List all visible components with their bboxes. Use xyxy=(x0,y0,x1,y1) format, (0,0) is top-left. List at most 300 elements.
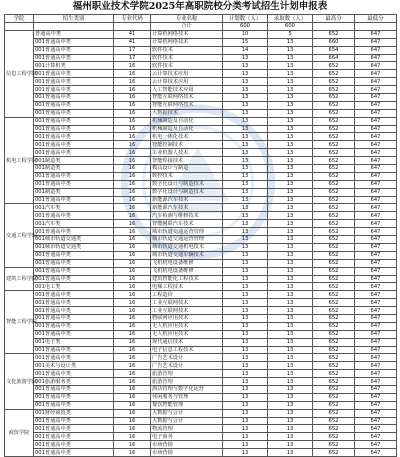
category-cell: 001普通高中类 xyxy=(34,449,114,457)
header-admitted: 录取数（人） xyxy=(268,15,313,23)
category-cell: 001普通高中类 xyxy=(34,54,114,62)
max-score-cell: 652 xyxy=(313,346,355,354)
category-cell: 001电工类 xyxy=(34,283,114,291)
category-cell: 001普通高中类 xyxy=(34,330,114,338)
category-cell: 001电子类 xyxy=(34,338,114,346)
plan-cell: 13 xyxy=(223,172,268,180)
major-cell: 无人机应用技术 xyxy=(151,322,223,330)
table-row xyxy=(5,401,397,409)
admitted-cell: 13 xyxy=(268,322,313,330)
major-cell: 智能网联汽车技术 xyxy=(151,220,223,228)
total-admitted: 600 xyxy=(268,23,313,31)
major-cell: 广告艺术设计 xyxy=(151,354,223,362)
category-cell: 001普通高中类 xyxy=(34,38,114,46)
category-cell: 001普通高中类 xyxy=(34,180,114,188)
code-cell: 16 xyxy=(114,385,151,393)
min-score-cell: 647 xyxy=(355,196,397,204)
plan-cell: 15 xyxy=(223,38,268,46)
category-cell: 001普通高中类 xyxy=(34,346,114,354)
category-cell: 001普通高中类 xyxy=(34,251,114,259)
category-cell: 001普通高中类 xyxy=(34,259,114,267)
category-cell: 001普通高中类 xyxy=(34,417,114,425)
table-row xyxy=(5,220,397,228)
table-row xyxy=(5,346,397,354)
table-row xyxy=(5,101,397,109)
plan-cell: 13 xyxy=(223,188,268,196)
admitted-cell: 13 xyxy=(268,196,313,204)
category-cell: 001普通高中类 xyxy=(34,401,114,409)
table-row xyxy=(5,299,397,307)
admitted-cell: 13 xyxy=(268,94,313,102)
table-row xyxy=(5,251,397,259)
min-score-cell: 647 xyxy=(355,78,397,86)
code-cell: 16 xyxy=(114,172,151,180)
max-score-cell: 652 xyxy=(313,409,355,417)
max-score-cell: 652 xyxy=(313,393,355,401)
min-score-cell: 647 xyxy=(355,346,397,354)
major-cell: 工程造价 xyxy=(151,291,223,299)
major-cell: 餐饮智能管理 xyxy=(151,401,223,409)
max-score-cell: 652 xyxy=(313,86,355,94)
major-cell: 酒店管理与数字化运营 xyxy=(151,385,223,393)
table-row xyxy=(5,338,397,346)
plan-cell: 13 xyxy=(223,441,268,449)
admitted-cell: 13 xyxy=(268,370,313,378)
table-row xyxy=(5,228,397,236)
code-cell: 16 xyxy=(114,228,151,236)
admitted-cell: 13 xyxy=(268,433,313,441)
category-cell: 001普通高中类 xyxy=(34,172,114,180)
admitted-cell: 13 xyxy=(268,180,313,188)
table-row xyxy=(5,433,397,441)
admitted-cell: 13 xyxy=(268,70,313,78)
major-cell: 机械制造及自动化 xyxy=(151,125,223,133)
table-row xyxy=(5,30,397,38)
major-cell: 休闲服务与管理 xyxy=(151,393,223,401)
category-cell: 001普通高中类 xyxy=(34,433,114,441)
min-score-cell: 647 xyxy=(355,354,397,362)
table-row xyxy=(5,125,397,133)
category-cell: 001普通高中类 xyxy=(34,370,114,378)
major-cell: 模具设计与制造 xyxy=(151,165,223,173)
category-cell: 001普通高中类 xyxy=(34,441,114,449)
table-row xyxy=(5,165,397,173)
plan-cell: 13 xyxy=(223,409,268,417)
admitted-cell: 13 xyxy=(268,338,313,346)
admitted-cell: 13 xyxy=(268,46,313,54)
max-score-cell: 652 xyxy=(313,425,355,433)
admitted-cell: 13 xyxy=(268,188,313,196)
table-row xyxy=(5,243,397,251)
max-score-cell: 652 xyxy=(313,283,355,291)
min-score-cell: 647 xyxy=(355,188,397,196)
code-cell: 16 xyxy=(114,70,151,78)
min-score-cell: 647 xyxy=(355,86,397,94)
code-cell: 16 xyxy=(114,133,151,141)
table-row xyxy=(5,172,397,180)
category-cell: 001普通高中类 xyxy=(34,291,114,299)
plan-cell: 13 xyxy=(223,94,268,102)
max-score-cell: 652 xyxy=(313,259,355,267)
admitted-cell: 13 xyxy=(268,117,313,125)
code-cell: 16 xyxy=(114,433,151,441)
max-score-cell: 652 xyxy=(313,220,355,228)
plan-cell: 13 xyxy=(223,70,268,78)
category-cell: 001普通高中类 xyxy=(34,94,114,102)
plan-cell: 13 xyxy=(223,291,268,299)
min-score-cell: 647 xyxy=(355,165,397,173)
category-cell: 001普通高中类 xyxy=(34,78,114,86)
major-cell: 新能源汽车技术 xyxy=(151,204,223,212)
max-score-cell: 652 xyxy=(313,433,355,441)
code-cell: 16 xyxy=(114,259,151,267)
admitted-cell: 5 xyxy=(268,30,313,38)
major-cell: 城市轨道交通运营管理 xyxy=(151,236,223,244)
major-cell: 大数据技术 xyxy=(151,109,223,117)
code-cell: 16 xyxy=(114,409,151,417)
table-row xyxy=(5,157,397,165)
header-min-score: 最低分 xyxy=(355,15,397,23)
total-plan: 600 xyxy=(223,23,268,31)
header-code: 专业代码 xyxy=(114,15,151,23)
major-cell: 智能互联网络技术 xyxy=(151,101,223,109)
table-row xyxy=(5,275,397,283)
admitted-cell: 13 xyxy=(268,385,313,393)
min-score-cell: 647 xyxy=(355,109,397,117)
major-cell: 数字化设计与制造技术 xyxy=(151,180,223,188)
plan-cell: 13 xyxy=(223,133,268,141)
table-body xyxy=(5,23,397,457)
max-score-cell: 654 xyxy=(313,46,355,54)
table-row xyxy=(5,46,397,54)
max-score-cell: 652 xyxy=(313,101,355,109)
admitted-cell: 13 xyxy=(268,346,313,354)
admitted-cell: 13 xyxy=(268,362,313,370)
major-cell: 计算机网络技术 xyxy=(151,30,223,38)
code-cell: 16 xyxy=(114,441,151,449)
table-header-row xyxy=(5,15,397,23)
category-cell: 001普通高中类 xyxy=(34,228,114,236)
admitted-cell: 13 xyxy=(268,125,313,133)
admitted-cell: 13 xyxy=(268,212,313,220)
min-score-cell: 647 xyxy=(355,417,397,425)
category-cell: 普通高中类 xyxy=(34,30,114,38)
plan-cell: 13 xyxy=(223,196,268,204)
max-score-cell: 652 xyxy=(313,299,355,307)
plan-cell: 13 xyxy=(223,267,268,275)
plan-cell: 13 xyxy=(223,165,268,173)
admitted-cell: 13 xyxy=(268,441,313,449)
category-cell: 001汽车类 xyxy=(34,204,114,212)
table-row xyxy=(5,78,397,86)
plan-cell: 13 xyxy=(223,338,268,346)
major-cell: 物联网应用技术 xyxy=(151,314,223,322)
admitted-cell: 13 xyxy=(268,133,313,141)
category-cell: 001制造类 xyxy=(34,165,114,173)
admitted-cell: 13 xyxy=(268,393,313,401)
code-cell: 16 xyxy=(114,157,151,165)
total-cell-empty xyxy=(313,23,355,31)
plan-cell: 13 xyxy=(223,251,268,259)
college-cell: 文化旅游学院 xyxy=(5,354,34,409)
category-cell: 001普通高中类 xyxy=(34,196,114,204)
min-score-cell: 647 xyxy=(355,322,397,330)
code-cell: 16 xyxy=(114,141,151,149)
major-cell: 飞机机电设备维修 xyxy=(151,259,223,267)
major-cell: 机电一体化技术 xyxy=(151,133,223,141)
table-row xyxy=(5,425,397,433)
table-row xyxy=(5,259,397,267)
code-cell: 16 xyxy=(114,109,151,117)
table-row xyxy=(5,370,397,378)
category-cell: 001普通高中类 xyxy=(34,117,114,125)
category-cell: 001普通高中类 xyxy=(34,314,114,322)
min-score-cell: 647 xyxy=(355,314,397,322)
major-cell: 软件技术 xyxy=(151,46,223,54)
table-row xyxy=(5,362,397,370)
admitted-cell: 13 xyxy=(268,283,313,291)
max-score-cell: 652 xyxy=(313,275,355,283)
code-cell: 16 xyxy=(114,401,151,409)
header-category: 招生类别 xyxy=(34,15,114,23)
max-score-cell: 652 xyxy=(313,417,355,425)
plan-cell: 13 xyxy=(223,212,268,220)
max-score-cell: 652 xyxy=(313,212,355,220)
plan-cell: 13 xyxy=(223,385,268,393)
min-score-cell: 647 xyxy=(355,370,397,378)
table-row xyxy=(5,180,397,188)
table-row xyxy=(5,307,397,315)
code-cell: 16 xyxy=(114,101,151,109)
major-cell: 电子信息工程技术 xyxy=(151,346,223,354)
plan-cell: 13 xyxy=(223,330,268,338)
max-score-cell: 652 xyxy=(313,228,355,236)
min-score-cell: 647 xyxy=(355,267,397,275)
plan-cell: 13 xyxy=(223,346,268,354)
plan-cell: 13 xyxy=(223,220,268,228)
plan-cell: 13 xyxy=(223,109,268,117)
category-cell: 001普通高中类 xyxy=(34,70,114,78)
plan-cell: 13 xyxy=(223,54,268,62)
min-score-cell: 647 xyxy=(355,117,397,125)
college-cell: 信息工程学院 xyxy=(5,30,34,117)
admitted-cell: 13 xyxy=(268,78,313,86)
plan-cell: 13 xyxy=(223,125,268,133)
code-cell: 16 xyxy=(114,449,151,457)
min-score-cell: 647 xyxy=(355,38,397,46)
min-score-cell: 647 xyxy=(355,133,397,141)
max-score-cell: 652 xyxy=(313,157,355,165)
min-score-cell: 647 xyxy=(355,251,397,259)
plan-cell: 13 xyxy=(223,86,268,94)
code-cell: 16 xyxy=(114,425,151,433)
max-score-cell: 652 xyxy=(313,62,355,70)
table-row xyxy=(5,417,397,425)
plan-cell: 13 xyxy=(223,362,268,370)
max-score-cell: 652 xyxy=(313,78,355,86)
category-cell: 001普通高中类 xyxy=(34,101,114,109)
table-row xyxy=(5,70,397,78)
table-row xyxy=(5,409,397,417)
table-row xyxy=(5,117,397,125)
max-score-cell: 652 xyxy=(313,196,355,204)
category-cell: 001普通高中类 xyxy=(34,86,114,94)
min-score-cell: 647 xyxy=(355,385,397,393)
min-score-cell: 647 xyxy=(355,141,397,149)
min-score-cell: 647 xyxy=(355,157,397,165)
code-cell: 16 xyxy=(114,322,151,330)
code-cell: 16 xyxy=(114,299,151,307)
plan-cell: 13 xyxy=(223,149,268,157)
admitted-cell: 13 xyxy=(268,236,313,244)
college-cell: 交通工程学院 xyxy=(5,204,34,267)
min-score-cell: 647 xyxy=(355,401,397,409)
major-cell: 工业互联网技术 xyxy=(151,307,223,315)
table-row xyxy=(5,283,397,291)
plan-cell: 10 xyxy=(223,30,268,38)
max-score-cell: 664 xyxy=(313,54,355,62)
category-cell: 001美术与设计类 xyxy=(34,362,114,370)
table-row xyxy=(5,86,397,94)
category-cell: 001普通高中类 xyxy=(34,385,114,393)
table-row xyxy=(5,330,397,338)
plan-cell: 13 xyxy=(223,299,268,307)
min-score-cell: 647 xyxy=(355,393,397,401)
total-label: 合计 xyxy=(151,23,223,31)
min-score-cell: 647 xyxy=(355,228,397,236)
admitted-cell: 13 xyxy=(268,243,313,251)
table-row xyxy=(5,385,397,393)
max-score-cell: 652 xyxy=(313,385,355,393)
code-cell: 16 xyxy=(114,165,151,173)
code-cell: 16 xyxy=(114,338,151,346)
plan-cell: 13 xyxy=(223,259,268,267)
major-cell: 工业互联网技术 xyxy=(151,299,223,307)
admitted-cell: 13 xyxy=(268,204,313,212)
admitted-cell: 13 xyxy=(268,378,313,386)
admitted-cell: 13 xyxy=(268,267,313,275)
page-title: 福州职业技术学院2025年高职院校分类考试招生计划申报表 xyxy=(72,1,328,12)
min-score-cell: 647 xyxy=(355,283,397,291)
header-major: 专业名称 xyxy=(151,15,223,23)
admitted-cell: 13 xyxy=(268,314,313,322)
min-score-cell: 647 xyxy=(355,291,397,299)
category-cell: 001城市轨道交通类 xyxy=(34,243,114,251)
major-cell: 无人机应用技术 xyxy=(151,330,223,338)
code-cell: 16 xyxy=(114,243,151,251)
table-row xyxy=(5,133,397,141)
min-score-cell: 647 xyxy=(355,338,397,346)
major-cell: 智能控制技术 xyxy=(151,141,223,149)
table-row xyxy=(5,354,397,362)
major-cell: 物流管理 xyxy=(151,425,223,433)
plan-cell: 13 xyxy=(223,370,268,378)
min-score-cell: 647 xyxy=(355,433,397,441)
enrollment-plan-table xyxy=(4,14,397,457)
plan-cell: 13 xyxy=(223,401,268,409)
category-cell: 001普通高中类 xyxy=(34,299,114,307)
code-cell: 16 xyxy=(114,188,151,196)
max-score-cell: 652 xyxy=(313,314,355,322)
code-cell: 16 xyxy=(114,307,151,315)
code-cell: 16 xyxy=(114,236,151,244)
code-cell: 16 xyxy=(114,291,151,299)
admitted-cell: 13 xyxy=(268,109,313,117)
major-cell: 软件技术 xyxy=(151,54,223,62)
category-cell: 001制造类 xyxy=(34,157,114,165)
code-cell: 16 xyxy=(114,346,151,354)
max-score-cell: 652 xyxy=(313,94,355,102)
max-score-cell: 652 xyxy=(313,354,355,362)
min-score-cell: 647 xyxy=(355,275,397,283)
plan-cell: 13 xyxy=(223,141,268,149)
max-score-cell: 652 xyxy=(313,117,355,125)
admitted-cell: 13 xyxy=(268,330,313,338)
max-score-cell: 652 xyxy=(313,362,355,370)
category-cell: 001普通高中类 xyxy=(34,125,114,133)
plan-cell: 13 xyxy=(223,378,268,386)
code-cell: 16 xyxy=(114,362,151,370)
plan-cell: 13 xyxy=(223,236,268,244)
code-cell: 16 xyxy=(114,251,151,259)
plan-cell: 13 xyxy=(223,157,268,165)
plan-cell: 13 xyxy=(223,243,268,251)
admitted-cell: 13 xyxy=(268,220,313,228)
max-score-cell: 652 xyxy=(313,243,355,251)
table-row xyxy=(5,314,397,322)
code-cell: 16 xyxy=(114,220,151,228)
min-score-cell: 647 xyxy=(355,149,397,157)
major-cell: 市场营销 xyxy=(151,441,223,449)
table-row xyxy=(5,378,397,386)
header-plan: 计划数（人） xyxy=(223,15,268,23)
admitted-cell: 13 xyxy=(268,228,313,236)
admitted-cell: 13 xyxy=(268,38,313,46)
total-cell-empty xyxy=(5,23,34,31)
code-cell: 16 xyxy=(114,267,151,275)
max-score-cell: 652 xyxy=(313,70,355,78)
code-cell: 16 xyxy=(114,204,151,212)
total-cell-empty xyxy=(114,23,151,31)
college-cell: 建筑工程学院 xyxy=(5,267,34,291)
category-cell: 001普通高中类 xyxy=(34,109,114,117)
code-cell: 16 xyxy=(114,330,151,338)
major-cell: 现代通信技术 xyxy=(151,338,223,346)
code-cell: 16 xyxy=(114,314,151,322)
category-cell: 001普通高中类 xyxy=(34,307,114,315)
table-row xyxy=(5,267,397,275)
category-cell: 001普通高中类 xyxy=(34,275,114,283)
major-cell: 数控技术 xyxy=(151,172,223,180)
max-score-cell: 652 xyxy=(313,378,355,386)
table-row xyxy=(5,449,397,457)
category-cell: 001汽车类 xyxy=(34,220,114,228)
category-cell: 001普通高中类 xyxy=(34,425,114,433)
min-score-cell: 647 xyxy=(355,212,397,220)
category-cell: 001普通高中类 xyxy=(34,149,114,157)
admitted-cell: 13 xyxy=(268,409,313,417)
max-score-cell: 652 xyxy=(313,401,355,409)
major-cell: 机械制造及自动化 xyxy=(151,117,223,125)
category-cell: 001城市轨道交通类 xyxy=(34,236,114,244)
admitted-cell: 13 xyxy=(268,172,313,180)
min-score-cell: 647 xyxy=(355,46,397,54)
major-cell: 市场营销 xyxy=(151,449,223,457)
plan-cell: 13 xyxy=(223,275,268,283)
code-cell: 16 xyxy=(114,125,151,133)
college-cell: 机电工程学院 xyxy=(5,117,34,204)
code-cell: 41 xyxy=(114,30,151,38)
